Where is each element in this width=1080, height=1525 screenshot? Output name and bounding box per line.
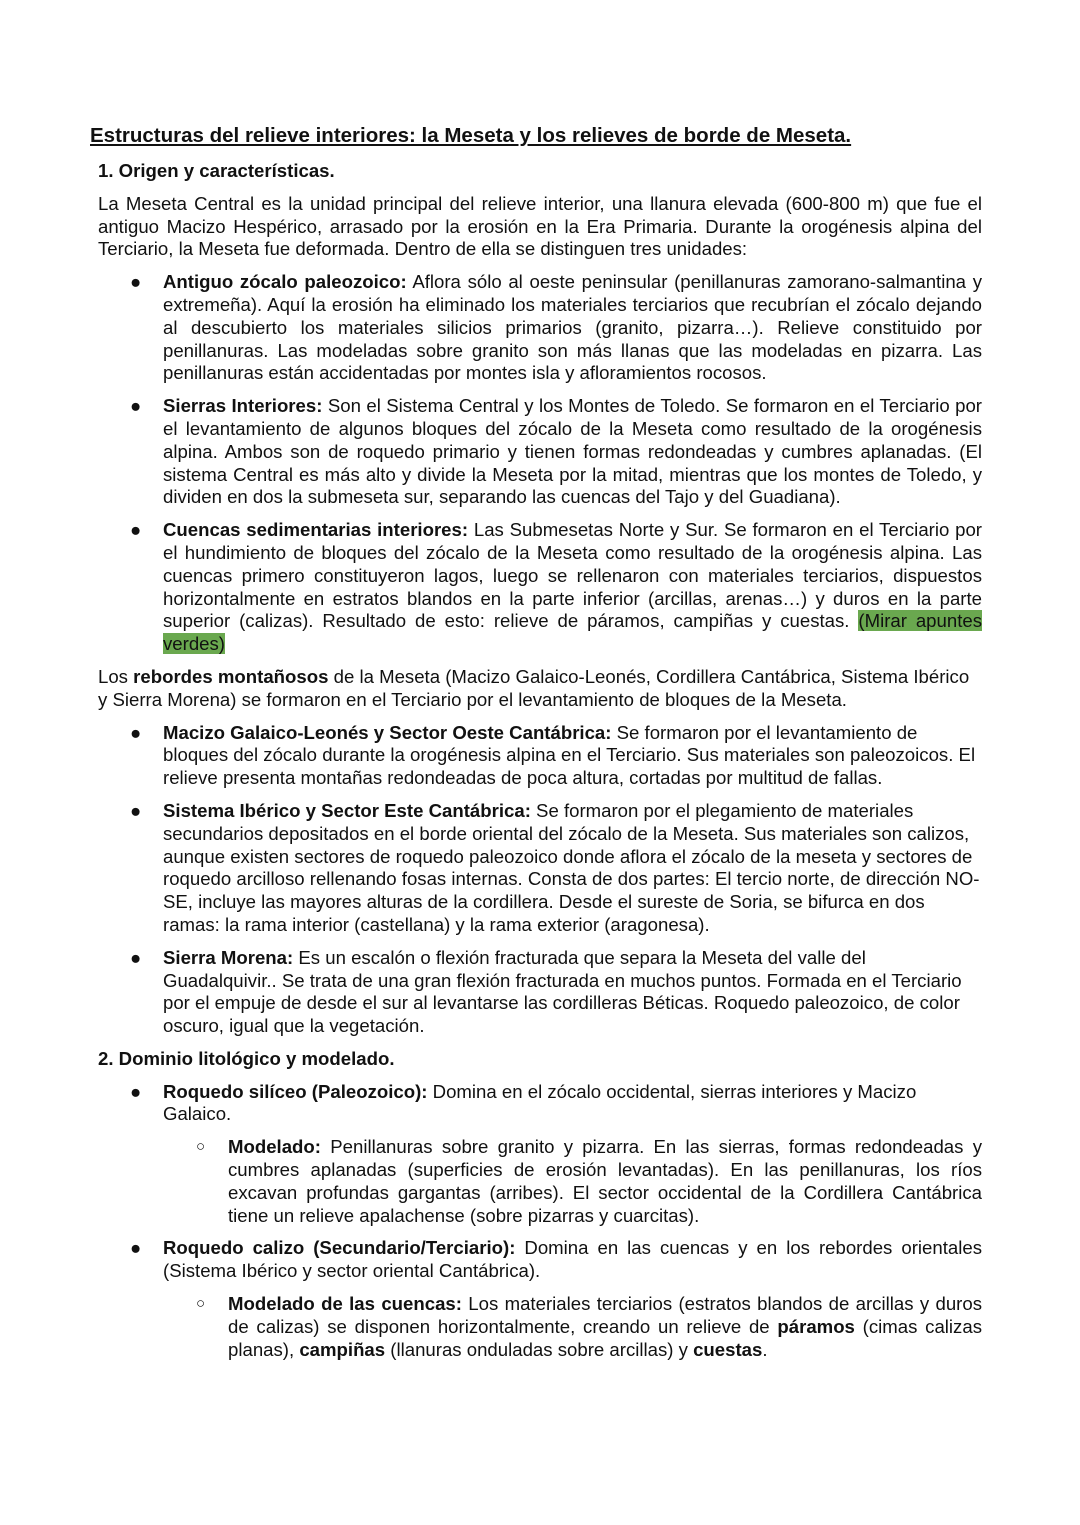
list-item (130, 946, 982, 1038)
text-run: Las Submesetas Norte y Sur. Se formaron en el Terciario por el hundimiento de bloques del zócalo de la Meseta como resultado de la orogénesis alpina. Las cuencas primero constituyeron lagos, luego se rellenaron con materiales terciarios, dispuestos horizontalmente en estratos blandos en la parte inferior (arcillas, arenas…) y duros en la parte superior (calizas). Resultado de esto: relieve de páramos, campiñas y cuestas. (163, 519, 982, 632)
text-run: (cimas calizas planas), (228, 1315, 982, 1360)
bold-text: campiñas (299, 1338, 386, 1360)
text-run: 2. Dominio litológico y modelado. (98, 1047, 395, 1069)
bullet-icon: ● (130, 519, 142, 541)
text-run: Se formaron por el levantamiento de bloques del zócalo durante la orogénesis alpina en el Terciario. Sus materiales son paleozoicos. El relieve presenta montañas redondeadas de poca altura, cortadas por multitud de fallas. (163, 721, 976, 789)
bullet-list (98, 1081, 982, 1362)
hollow-bullet-icon: ○ (196, 1295, 206, 1313)
sub-list-item (196, 1136, 982, 1227)
list-item (130, 1080, 982, 1127)
text-run: . (762, 1338, 768, 1360)
text-run: (llanuras onduladas sobre arcillas) y (385, 1338, 694, 1360)
bold-text: Sierras Interiores: (163, 395, 323, 417)
bold-text: Sistema Ibérico y Sector Este Cantábrica: (163, 799, 531, 821)
bullet-list (98, 271, 982, 656)
bullet-icon: ● (130, 721, 142, 743)
bold-text: Roquedo silíceo (Paleozoico): (163, 1080, 428, 1102)
bold-text: páramos (777, 1315, 855, 1337)
sub-list-item (196, 1293, 982, 1361)
text-run: Domina en las cuencas y en los rebordes orientales (Sistema Ibérico y sector oriental Cantábrica). (163, 1237, 982, 1282)
text-run: Los (98, 665, 134, 687)
document-body (98, 160, 982, 1361)
bold-text: rebordes montañosos (133, 665, 329, 687)
list-item (130, 1237, 982, 1283)
text-run: Los materiales terciarios (estratos blandos de arcillas y duros de calizas) se disponen horizontalmente, creando un relieve de (228, 1293, 982, 1337)
list-item (130, 271, 982, 385)
bold-text: Antiguo zócalo paleozoico: (163, 271, 407, 293)
text-run: Son el Sistema Central y los Montes de Toledo. Se formaron en el Terciario por el levantamiento de algunos bloques del zócalo de la Meseta como resultado de la orogénesis alpina. Ambos son de roquedo primario y tienen formas redondeadas y cumbres aplanadas. (El sistema Central es más alto y divide la Meseta por la mitad, mientras que los montes de Toledo, y dividen en dos la submeseta sur, separando las cuencas del Tajo y del Guadiana). (163, 395, 982, 508)
bold-text: Macizo Galaico-Leonés y Sector Oeste Cantábrica: (163, 721, 612, 743)
highlighted-text: (Mirar apuntes verdes) (163, 610, 983, 655)
text-run: Penillanuras sobre granito y pizarra. En las sierras, formas redondeadas y cumbres aplanadas (superficies de erosión levantadas). En las penillanuras, los ríos excavan profundas gargantas (arribes). El sector occidental de la Cordillera Cantábrica tiene un relieve apalachense (sobre pizarras y cuarcitas). (228, 1136, 982, 1226)
bold-text: Cuencas sedimentarias interiores: (163, 519, 469, 541)
bold-text: Modelado: (228, 1136, 321, 1158)
list-item (130, 721, 982, 790)
text-run: Se formaron por el plegamiento de materiales secundarios depositados en el borde oriental del zócalo de la Meseta. Sus materiales son calizos, aunque existen sectores de roquedo paleozoico donde aflora el zócalo de la meseta y sectores de roquedo arcilloso rellenando fosas internas. Consta de dos partes: El tercio norte, de dirección NO-SE, incluye las mayores alturas de la cordillera. Desde el sureste de Soria, se bifurca en dos ramas: la rama interior (castellana) y la rama exterior (aragonesa). (163, 799, 980, 935)
list-item (130, 395, 982, 509)
text-run: 1. Origen y características. (98, 160, 335, 181)
document-title: Estructuras del relieve interiores: la Meseta y los relieves de borde de Meseta. (90, 124, 852, 147)
bold-text: Modelado de las cuencas: (228, 1293, 462, 1315)
list-item (130, 519, 983, 656)
text-run: Aflora sólo al oeste peninsular (penillanuras zamorano-salmantina y extremeña). Aquí la erosión ha eliminado los materiales terciarios que recubrían el zócalo dejando al descubierto los materiales silicios primarios (granito, pizarra…). Relieve constituido por penillanuras. Las modeladas sobre granito son más llanas que las modeladas en pizarra. Las penillanuras están accidentadas por montes isla y afloramientos rocosos. (163, 271, 982, 384)
section-heading (98, 160, 982, 183)
paragraph (98, 666, 982, 712)
bullet-list (98, 722, 982, 1038)
list-item (130, 799, 982, 937)
bullet-icon: ● (130, 946, 142, 968)
bullet-icon: ● (130, 1080, 142, 1102)
bullet-icon: ● (130, 271, 142, 293)
text-run: Es un escalón o flexión fracturada que separa la Meseta del valle del Guadalquivir.. Se trata de una gran flexión fracturada en muchos puntos. Formada en el Terciario por el empuje de desde el sur al levantarse las cordilleras Béticas. Roquedo paleozoico, de color oscuro, igual que la vegetación. (163, 946, 962, 1037)
bullet-icon: ● (130, 1237, 142, 1259)
text-run: de la Meseta (Macizo Galaico-Leonés, Cordillera Cantábrica, Sistema Ibérico y Sierra Morena) se formaron en el Terciario por el levantamiento de bloques de la Meseta. (98, 665, 970, 710)
document-page (90, 124, 983, 1371)
bold-text: Roquedo calizo (Secundario/Terciario): (163, 1237, 516, 1259)
bullet-icon: ● (130, 799, 142, 821)
paragraph (98, 193, 982, 261)
bold-text: Sierra Morena: (163, 946, 294, 968)
text-run: Domina en el zócalo occidental, sierras interiores y Macizo Galaico. (163, 1080, 917, 1125)
section-heading (98, 1048, 982, 1071)
bold-text: cuestas (693, 1338, 763, 1360)
hollow-bullet-icon: ○ (196, 1138, 206, 1156)
text-run: La Meseta Central es la unidad principal del relieve interior, una llanura elevada (600-800 m) que fue el antiguo Macizo Hespérico, arrasado por la erosión en la Era Primaria. Durante la orogénesis alpina del Terciario, la Meseta fue deformada. Dentro de ella se distinguen tres unidades: (98, 192, 982, 260)
bullet-icon: ● (130, 395, 142, 417)
